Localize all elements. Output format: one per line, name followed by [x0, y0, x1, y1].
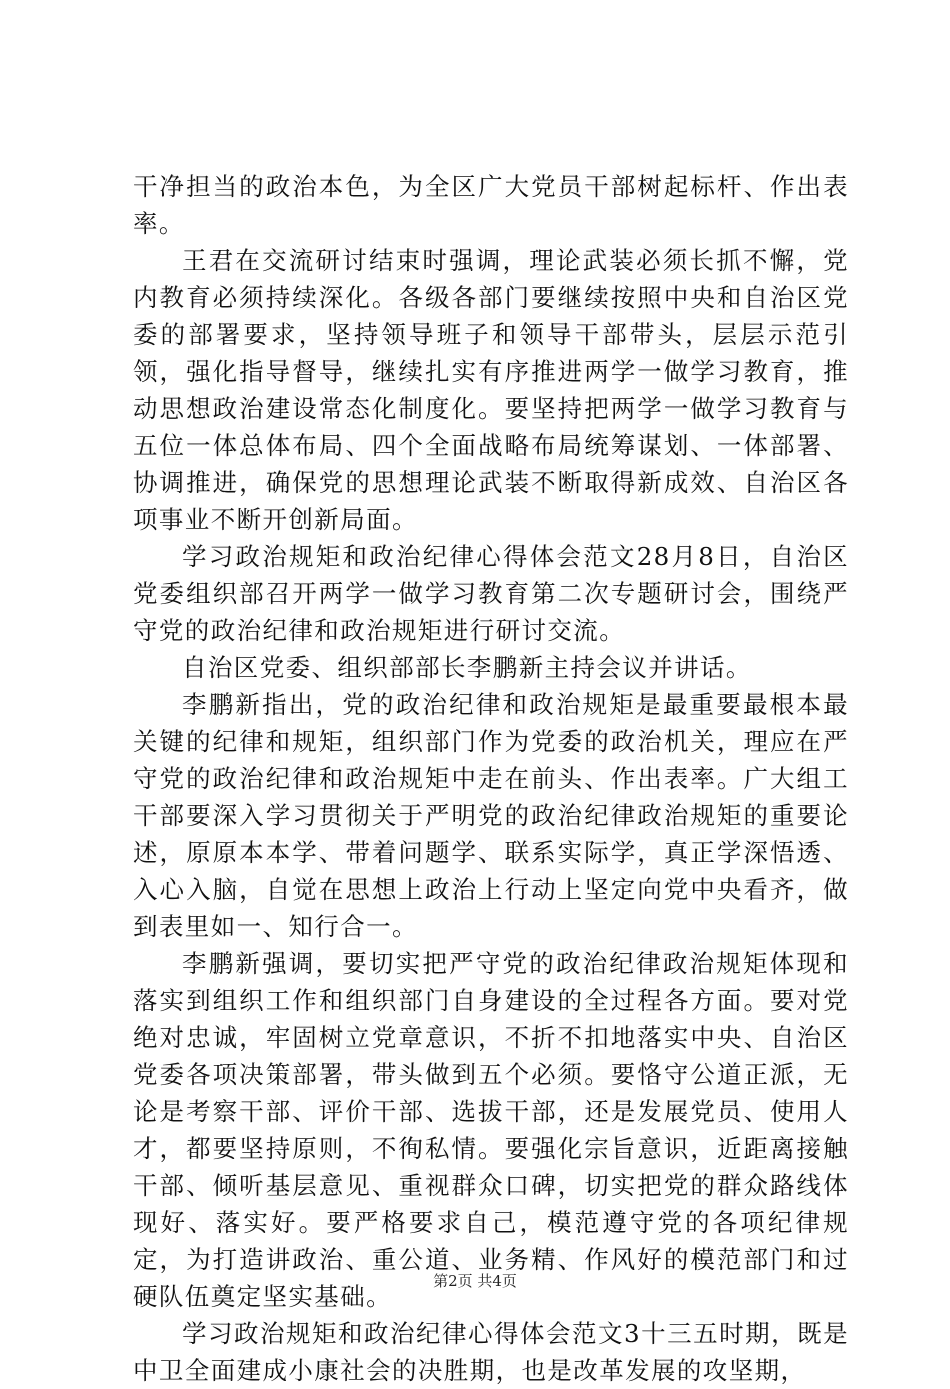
paragraph-li-pengxin-points: 李鹏新指出，党的政治纪律和政治规矩是最重要最根本最关键的纪律和规矩，组织部门作为党委的政治机关，理应在严守党的政治纪律和政治规矩中走在前头、作出表率。广大组工干部要深入学习贯彻关于严明党的政治纪律政治规矩的重要论述，原原本本学、带着问题学、联系实际学，真正学深悟透、入心入脑，自觉在思想上政治上行动上坚定向党中央看齐，做到表里如一、知行合一。 [133, 690, 849, 941]
document-body [133, 168, 849, 1389]
paragraph-li-pengxin-emphasis: 李鹏新强调，要切实把严守党的政治纪律政治规矩体现和落实到组织工作和组织部门自身建设的全过程各方面。要对党绝对忠诚，牢固树立党章意识，不折不扣地落实中央、自治区党委各项决策部署，带头做到五个必须。要恪守公道正派，无论是考察干部、评价干部、选拔干部，还是发展党员、使用人才，都要坚持原则，不徇私情。要强化宗旨意识，近距离接触干部、倾听基层意见、重视群众口碑，切实把党的群众路线体现好、落实好。要严格要求自己，模范遵守党的各项纪律规定，为打造讲政治、重公道、业务精、作风好的模范部门和过硬队伍奠定坚实基础。 [133, 949, 849, 1311]
paragraph-sample-2-intro: 学习政治规矩和政治纪律心得体会范文28月8日，自治区党委组织部召开两学一做学习教育第二次专题研讨会，围绕严守党的政治纪律和政治规矩进行研讨交流。 [133, 542, 849, 645]
paragraph-meeting-host: 自治区党委、组织部部长李鹏新主持会议并讲话。 [182, 653, 752, 682]
paragraph-sample-3-intro: 学习政治规矩和政治纪律心得体会范文3十三五时期，既是中卫全面建成小康社会的决胜期，也是改革发展的攻坚期， [133, 1319, 849, 1385]
paragraph-wangjun-summary: 王君在交流研讨结束时强调，理论武装必须长抓不懈，党内教育必须持续深化。各级各部门要继续按照中央和自治区党委的部署要求，坚持领导班子和领导干部带头，层层示范引领，强化指导督导，继续扎实有序推进两学一做学习教育，推动思想政治建设常态化制度化。要坚持把两学一做学习教育与五位一体总体布局、四个全面战略布局统筹谋划、一体部署、协调推进，确保党的思想理论武装不断取得新成效、自治区各项事业不断开创新局面。 [133, 246, 849, 534]
paragraph-continued: 干净担当的政治本色，为全区广大党员干部树起标杆、作出表率。 [133, 172, 849, 238]
page-number-footer: 第2页 共4页 [433, 1272, 517, 1290]
